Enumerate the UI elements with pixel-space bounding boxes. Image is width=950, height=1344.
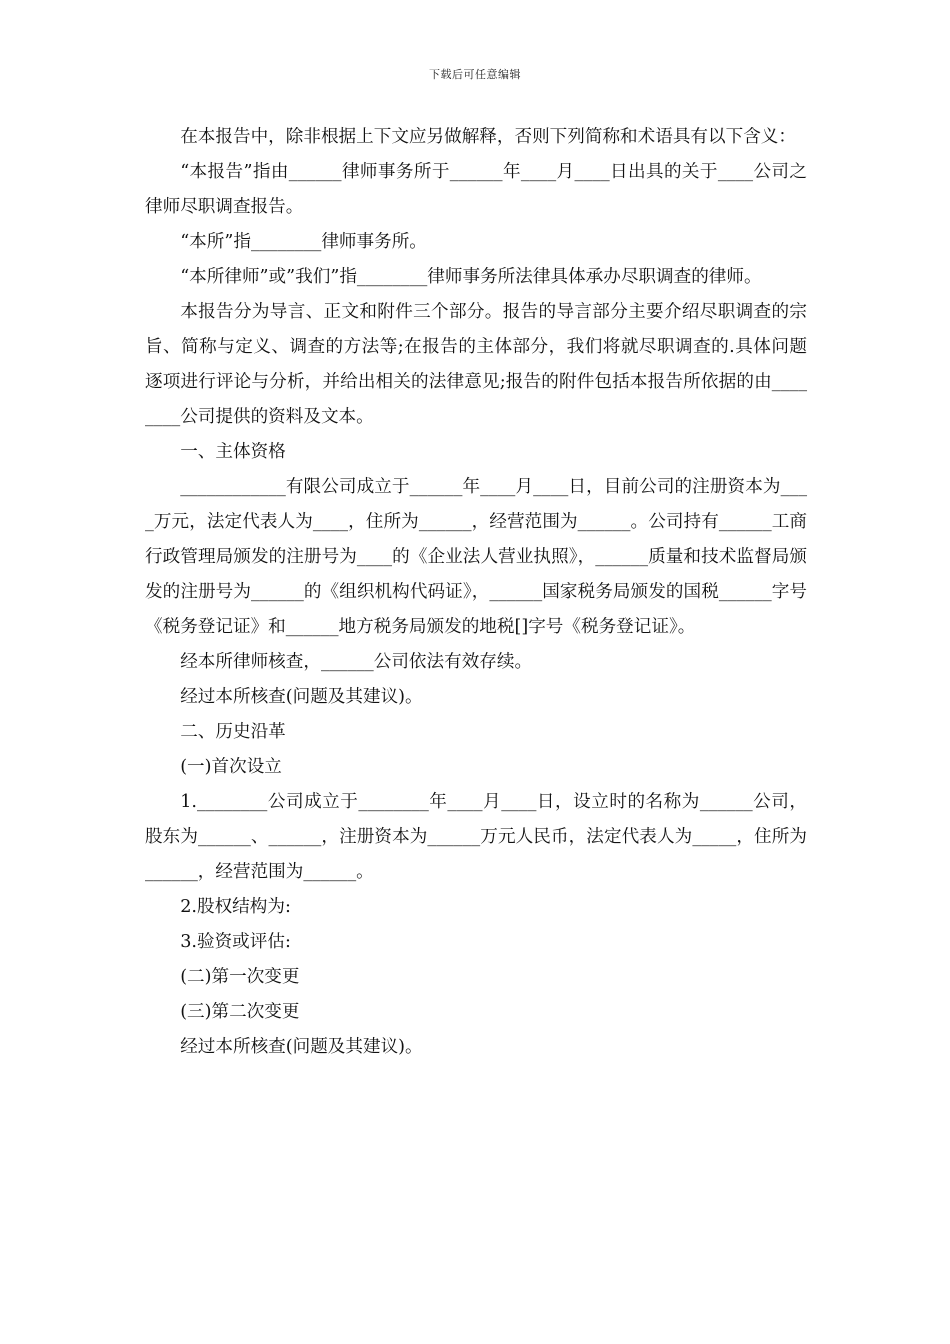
subheading-initial-establishment: (一)首次设立 — [180, 757, 282, 777]
section-heading-history: 二、历史沿革 — [180, 722, 286, 742]
paragraph-equity-structure: 2.股权结构为: — [180, 897, 291, 917]
paragraph-establishment-details: 1.________公司成立于________年____月____日，设立时的名称为______公司，股东为______、______，注册资本为______万元人民币，法定代表人为_____，住所为______，经营范围为______。 — [145, 792, 807, 882]
paragraph-valid-existence: 经本所律师核查，______公司依法有效存续。 — [180, 652, 533, 672]
paragraph-definition-firm: “本所”指________律师事务所。 — [180, 232, 427, 252]
paragraph-definitions-intro: 在本报告中，除非根据上下文应另做解释，否则下列简称和术语具有以下含义： — [180, 127, 796, 147]
paragraph-review-note-2: 经过本所核查(问题及其建议)。 — [180, 1037, 423, 1057]
paragraph-report-structure: 本报告分为导言、正文和附件三个部分。报告的导言部分主要介绍尽职调查的宗旨、简称与定义、调查的方法等;在报告的主体部分，我们将就尽职调查的.具体问题逐项进行评论与分析，并给出相关的法律意见;报告的附件包括本报告所依据的由________公司提供的资料及文本。 — [145, 302, 807, 427]
paragraph-company-registration: ____________有限公司成立于______年____月____日，目前公司的注册资本为____万元，法定代表人为____，住所为______，经营范围为______。公司持有______工商行政管理局颁发的注册号为____的《企业法人营业执照》，______质量和技术监督局颁发的注册号为______的《组织机构代码证》，______国家税务局颁发的国税______字号《税务登记证》和______地方税务局颁发的地税[]字号《税务登记证》。 — [145, 477, 807, 637]
paragraph-capital-verification: 3.验资或评估: — [180, 932, 291, 952]
subheading-first-change: (二)第一次变更 — [180, 967, 300, 987]
subheading-second-change: (三)第二次变更 — [180, 1002, 300, 1022]
header-note: 下载后可任意编辑 — [429, 68, 521, 81]
document-body — [145, 120, 807, 1065]
section-heading-subject-qualification: 一、主体资格 — [180, 442, 286, 462]
paragraph-definition-lawyers: “本所律师”或”我们”指________律师事务所法律具体承办尽职调查的律师。 — [180, 267, 762, 287]
paragraph-definition-report: “本报告”指由______律师事务所于______年____月____日出具的关于____公司之律师尽职调查报告。 — [145, 162, 807, 217]
paragraph-review-note-1: 经过本所核查(问题及其建议)。 — [180, 687, 423, 707]
